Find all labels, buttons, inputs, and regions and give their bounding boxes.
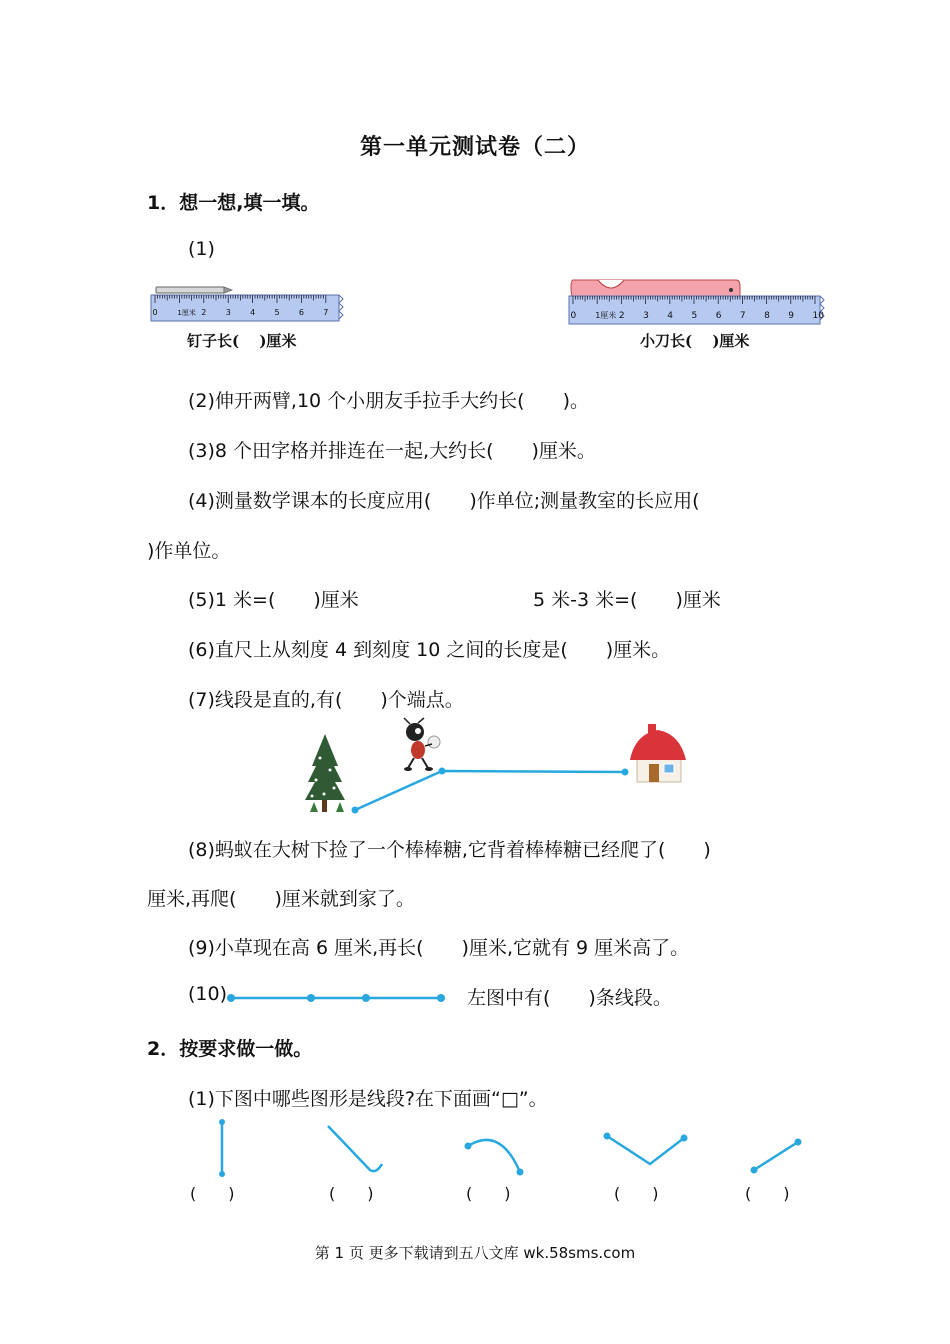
- ruler-tick-label: 3: [225, 308, 231, 317]
- answer-paren-5[interactable]: ( ): [745, 1184, 790, 1203]
- ruler-tick-label: 7: [739, 311, 746, 321]
- question-8-line-2: 厘米,再爬( )厘米就到家了。: [147, 888, 415, 910]
- shape-option-1: [219, 1119, 225, 1177]
- ruler-tick-label: 8: [764, 311, 770, 321]
- question-7: (7)线段是直的,有( )个端点。: [188, 689, 464, 711]
- answer-paren-2[interactable]: ( ): [329, 1184, 374, 1203]
- ruler-tick-label: 9: [788, 311, 795, 321]
- unit-label: 1厘米: [177, 309, 196, 317]
- ruler-tick-label: 2: [618, 311, 625, 321]
- nail: [156, 287, 224, 293]
- question-9: (9)小草现在高 6 厘米,再长( )厘米,它就有 9 厘米高了。: [188, 937, 690, 959]
- question-6: (6)直尺上从刻度 4 到刻度 10 之间的长度是( )厘米。: [188, 639, 671, 661]
- ruler-tick-label: 4: [667, 311, 674, 321]
- shape-option-3: [465, 1140, 524, 1176]
- ruler-tick-label: 5: [274, 308, 280, 317]
- house-icon: [630, 724, 686, 782]
- question-1-label: (1): [188, 238, 215, 260]
- ant-icon: [404, 718, 440, 771]
- shape-option-2: [328, 1126, 382, 1171]
- ruler-tick-label: 6: [298, 308, 304, 317]
- answer-paren-3[interactable]: ( ): [466, 1184, 511, 1203]
- question-4-line-2: )作单位。: [147, 540, 231, 562]
- knife-caption: 小刀长( )厘米: [640, 332, 750, 350]
- page-footer: 第 1 页 更多下载请到五八文库 wk.58sms.com: [314, 1244, 636, 1262]
- ruler-tick-label: 6: [715, 311, 722, 321]
- answer-paren-4[interactable]: ( ): [614, 1184, 659, 1203]
- ruler-tick-label: 2: [201, 308, 207, 317]
- question-5-left: (5)1 米=( )厘米: [188, 589, 359, 611]
- ruler-tick-label: 5: [691, 311, 698, 321]
- question-10-label: (10): [188, 983, 228, 1005]
- ant-route-line: [355, 771, 625, 810]
- knife: [571, 280, 740, 296]
- nail-ruler-figure: [150, 284, 345, 324]
- knife-ruler-figure: [568, 278, 828, 326]
- section-1-heading: 1．想一想,填一填。: [147, 192, 320, 214]
- question-10-text: 左图中有( )条线段。: [467, 987, 672, 1009]
- question-5-right: 5 米-3 米=( )厘米: [533, 589, 721, 611]
- shape-option-5: [751, 1139, 802, 1174]
- ant-path-figure: [300, 718, 700, 818]
- shape-options-figure: [200, 1118, 810, 1182]
- ruler-tick-label: 4: [250, 308, 256, 317]
- ruler-tick-label: 0: [570, 311, 577, 321]
- section-2-heading: 2．按要求做一做。: [147, 1038, 313, 1060]
- question-4-line-1: (4)测量数学课本的长度应用( )作单位;测量教室的长应用(: [188, 490, 700, 512]
- page-title: 第一单元测试卷（二）: [359, 134, 590, 160]
- question-3: (3)8 个田字格并排连在一起,大约长( )厘米。: [188, 440, 596, 462]
- ruler-tick-label: 0: [152, 308, 158, 317]
- question-2: (2)伸开两臂,10 个小朋友手拉手大约长( )。: [188, 390, 589, 412]
- ruler-tick-label: 3: [643, 311, 649, 321]
- segments-figure: [225, 990, 450, 1006]
- answer-paren-1[interactable]: ( ): [190, 1184, 235, 1203]
- shape-option-4: [604, 1133, 688, 1165]
- ruler-tick-label: 7: [323, 308, 329, 317]
- section-2-question-1: (1)下图中哪些图形是线段?在下面画“□”。: [188, 1088, 548, 1110]
- question-8-line-1: (8)蚂蚁在大树下捡了一个棒棒糖,它背着棒棒糖已经爬了( ): [188, 839, 711, 861]
- unit-label: 1厘米: [595, 311, 617, 320]
- tree-icon: [305, 734, 345, 812]
- ruler-tick-label: 10: [812, 311, 824, 321]
- nail-caption: 钉子长( )厘米: [187, 332, 297, 350]
